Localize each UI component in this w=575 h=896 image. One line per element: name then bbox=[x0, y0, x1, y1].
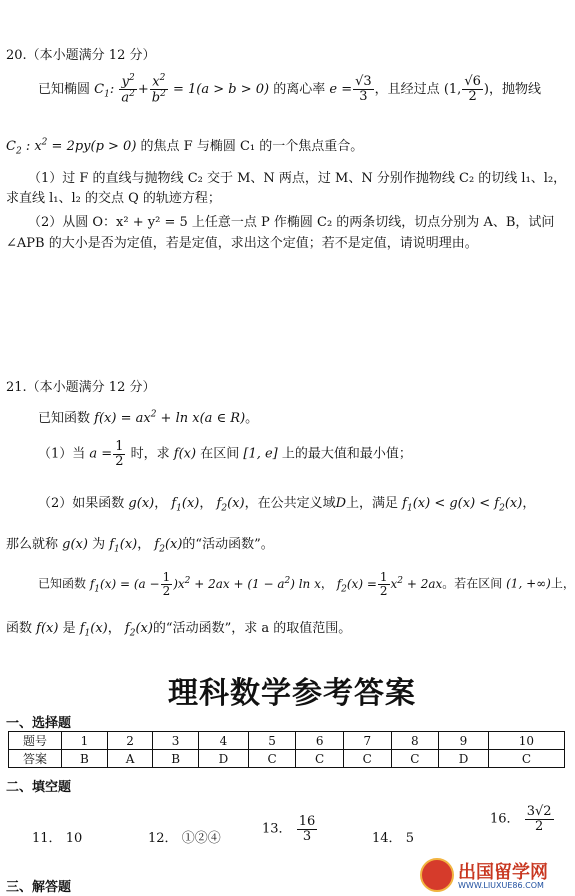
table-cell: 4 bbox=[199, 732, 249, 750]
q20-line1-text-a: 已知椭圆 bbox=[38, 81, 91, 97]
fill-val: ①②④ bbox=[181, 831, 221, 846]
table-cell: 8 bbox=[391, 732, 439, 750]
q21-p1-a: （1）当 bbox=[38, 446, 86, 462]
q21-p1-b: 时，求 bbox=[130, 446, 170, 462]
q20-line1-text-c: ，且经过点 bbox=[374, 81, 440, 97]
frac-sqrt3-3: $\frac{√3}{3}$ bbox=[355, 74, 372, 104]
fill-num: 14． bbox=[372, 831, 402, 846]
q20-part1-a: （1）过 F 的直线与抛物线 C₂ 交于 M、N 两点，过 M、N 分别作抛物线 C₂ 的切线 l₁、l₂， bbox=[28, 171, 567, 186]
q21-p2-b: ，在公共定义域 bbox=[244, 496, 336, 511]
q21-p2-d: 那么就称 bbox=[6, 537, 59, 552]
q21-p2-a: （2）如果函数 bbox=[38, 496, 125, 511]
logo-name: 出国留学网 bbox=[458, 862, 548, 883]
table-cell: 3 bbox=[153, 732, 199, 750]
fill-14 bbox=[372, 827, 414, 846]
answer-label: 答案 bbox=[9, 750, 62, 768]
q21-p3-a: 已知函数 bbox=[38, 576, 87, 591]
table-cell: C bbox=[248, 750, 296, 768]
q21-p4-a: 函数 bbox=[6, 621, 33, 636]
table-cell: C bbox=[391, 750, 439, 768]
section-fill-blank: 二、填空题 bbox=[6, 780, 72, 795]
site-logo bbox=[420, 856, 570, 896]
fill-fraction: $\frac{3√2}{2}$ bbox=[526, 804, 552, 834]
q21-intro: 已知函数 $f(x) = ax^2 + \ln x(a$ ∈ R)。 bbox=[38, 409, 259, 426]
q21-part2-cont: 那么就称 g(x) 为 $f_1(x)$， $f_2(x)$的“活动函数”。 bbox=[6, 537, 274, 555]
parabola-c2: $C_2$ : $x^2 = 2py(p > 0)$ bbox=[6, 137, 137, 157]
table-cell: 9 bbox=[439, 732, 489, 750]
q21-part1: （1）当 a = $\frac{1}{2}$ 时，求 f(x) 在区间 [1, e] 上的最大值和最小值； bbox=[38, 439, 412, 469]
q21-p1-d: 上的最大值和最小值； bbox=[281, 446, 412, 462]
logo-url: WWW.LIUXUE86.COM bbox=[458, 881, 544, 890]
table-cell: 5 bbox=[248, 732, 296, 750]
fill-12 bbox=[148, 827, 221, 846]
answers-title: 理科数学参考答案 bbox=[168, 676, 416, 711]
table-cell: C bbox=[488, 750, 564, 768]
q21-p2-e: 的“活动函数”。 bbox=[182, 537, 274, 552]
q20-part1-b: 求直线 l₁、l₂ 的交点 Q 的轨迹方程； bbox=[6, 191, 221, 206]
fill-num: 11． bbox=[32, 831, 62, 846]
q21-p1-c: 在区间 bbox=[200, 446, 240, 462]
table-cell: 10 bbox=[488, 732, 564, 750]
q21-p3-c: 上， bbox=[550, 576, 575, 591]
q21-intro-text: 已知函数 bbox=[38, 411, 91, 426]
section-solutions: 三、解答题 bbox=[6, 880, 72, 895]
fill-val: 5 bbox=[405, 831, 414, 846]
q21-p3-b: 。若在区间 bbox=[442, 576, 503, 591]
q20-line1-text-b: 的离心率 bbox=[273, 81, 326, 97]
q20-line1-text-d: ，抛物线 bbox=[488, 81, 541, 97]
fill-val: 10 bbox=[65, 831, 83, 846]
table-cell: A bbox=[107, 750, 152, 768]
logo-icon bbox=[420, 858, 454, 892]
table-row-numbers bbox=[9, 732, 565, 750]
table-cell: C bbox=[296, 750, 344, 768]
q21-part3: 已知函数 $f_1(x) = (a$ − $\frac{1}{2}$ )$x^2 + 2ax + (1 - a^2)$ ln x， $f_2(x)$ = $\frac{1}{2}$ $x^2 + 2ax$。若在区间 (1, +∞)上， bbox=[38, 570, 575, 598]
table-cell: D bbox=[439, 750, 489, 768]
frac-y2-a2: $\frac{y^2}{a^2}$ bbox=[121, 73, 135, 106]
table-cell: 2 bbox=[107, 732, 152, 750]
fill-16 bbox=[490, 805, 555, 833]
q21-heading: 21.（本小题满分 12 分） bbox=[6, 380, 156, 395]
fill-13 bbox=[262, 815, 318, 843]
ellipse-condition: = 1(a > b > 0) bbox=[172, 81, 270, 97]
table-cell: D bbox=[199, 750, 249, 768]
table-cell: B bbox=[153, 750, 199, 768]
frac-x2-b2: $\frac{x^2}{b^2}$ bbox=[151, 73, 166, 106]
table-cell: 6 bbox=[296, 732, 344, 750]
q21-p4-b: 的“活动函数”，求 a 的取值范围。 bbox=[152, 621, 352, 636]
q20-line2 bbox=[6, 135, 363, 157]
eccentricity: e = bbox=[329, 81, 353, 97]
table-cell: B bbox=[62, 750, 108, 768]
ellipse-c1: $C_1$: bbox=[94, 81, 115, 100]
q21-part2: （2）如果函数 g(x)， $f_1(x)$， $f_2(x)$，在公共定义域D上，满足 $f_1(x) < g(x) < f_2(x)$， bbox=[38, 496, 536, 514]
header-label: 题号 bbox=[9, 732, 62, 750]
fill-num: 13． bbox=[262, 821, 292, 837]
fill-num: 16． bbox=[490, 811, 520, 827]
answer-table bbox=[8, 731, 565, 768]
table-cell: 1 bbox=[62, 732, 108, 750]
q20-line1: 已知椭圆 $C_1$: $\frac{y^2}{a^2}$ + $\frac{x^2}{b^2}$ = 1(a > b > 0) 的离心率 e = $\frac{√3}{3}$ ，且经过点 (1, $\frac{√6}{2}$ )，抛物线 bbox=[38, 73, 541, 106]
section-multiple-choice: 一、选择题 bbox=[6, 716, 72, 731]
table-cell: C bbox=[343, 750, 391, 768]
frac-one-half: $\frac{1}{2}$ bbox=[115, 439, 124, 469]
table-cell: 7 bbox=[343, 732, 391, 750]
fill-num: 12． bbox=[148, 831, 178, 846]
function-f: $f(x) = ax^2 + \ln x(a$ ∈ R) bbox=[94, 409, 246, 426]
q20-part2-b: ∠APB 的大小是否为定值，若是定值，求出这个定值；若不是定值，请说明理由。 bbox=[6, 236, 478, 251]
fill-fraction: $\frac{16}{3}$ bbox=[298, 814, 316, 844]
q20-part2-a: （2）从圆 O：x² + y² = 5 上任意一点 P 作椭圆 C₂ 的两条切线，切点分别为 A、B，试问 bbox=[28, 215, 555, 230]
q21-part4: 函数 f(x) 是 $f_1(x)$， $f_2(x)$的“活动函数”，求 a 的取值范围。 bbox=[6, 621, 352, 639]
q21-p2-c: 上，满足 bbox=[346, 496, 399, 511]
table-row-choices bbox=[9, 750, 565, 768]
point-coord: (1, $\frac{√6}{2}$ ) bbox=[443, 74, 489, 104]
q20-heading: 20.（本小题满分 12 分） bbox=[6, 48, 156, 63]
q20-line2-text: 的焦点 F 与椭圆 C₁ 的一个焦点重合。 bbox=[140, 139, 364, 154]
fill-11 bbox=[32, 827, 82, 846]
